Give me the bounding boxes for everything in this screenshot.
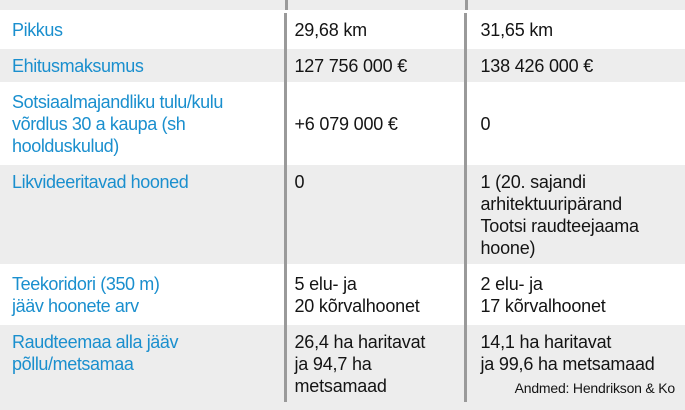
source-credit: Andmed: Hendrikson & Ko — [514, 380, 675, 396]
variant-2-value: 31,65 km — [465, 12, 685, 48]
variant-1-value: 29,68 km — [285, 12, 465, 48]
row-label: Raudteemaa alla jääv põllu/metsamaa — [0, 324, 285, 403]
comparison-table — [0, 10, 685, 402]
table-row-corridor-buildings — [0, 266, 685, 324]
row-label: Sotsiaalmajandliku tulu/kulu võrdlus 30 a kaupa (sh hoolduskulud) — [0, 84, 285, 164]
column-divider-2 — [465, 0, 468, 10]
variant-2-value: 138 426 000 € — [465, 48, 685, 84]
variant-1-value: 5 elu- ja 20 kõrvalhoonet — [285, 266, 465, 324]
row-label: Pikkus — [0, 12, 285, 48]
variant-1-value: 127 756 000 € — [285, 48, 465, 84]
variant-1-value: 0 — [285, 164, 465, 266]
table-row-length — [0, 12, 685, 48]
variant-2-value: 0 — [465, 84, 685, 164]
column-divider-1 — [285, 0, 288, 10]
row-label: Likvideeritavad hooned — [0, 164, 285, 266]
table-row-demolished-buildings — [0, 164, 685, 266]
row-label: Teekoridori (350 m) jääv hoonete arv — [0, 266, 285, 324]
variant-1-value: +6 079 000 € — [285, 84, 465, 164]
row-label: Ehitusmaksumus — [0, 48, 285, 84]
table-row-socioeconomic — [0, 84, 685, 164]
variant-2-value: 1 (20. sajandi arhitektuuripärand Tootsi raudteejaama hoone) — [465, 164, 685, 266]
variant-2-value: 14,1 ha haritavat ja 99,6 ha metsamaad — [465, 324, 685, 403]
table-top-strip — [0, 0, 685, 10]
variant-1-value: 26,4 ha haritavat ja 94,7 ha metsamaad — [285, 324, 465, 403]
variant-2-value: 2 elu- ja 17 kõrvalhoonet — [465, 266, 685, 324]
table-row-construction-cost — [0, 48, 685, 84]
